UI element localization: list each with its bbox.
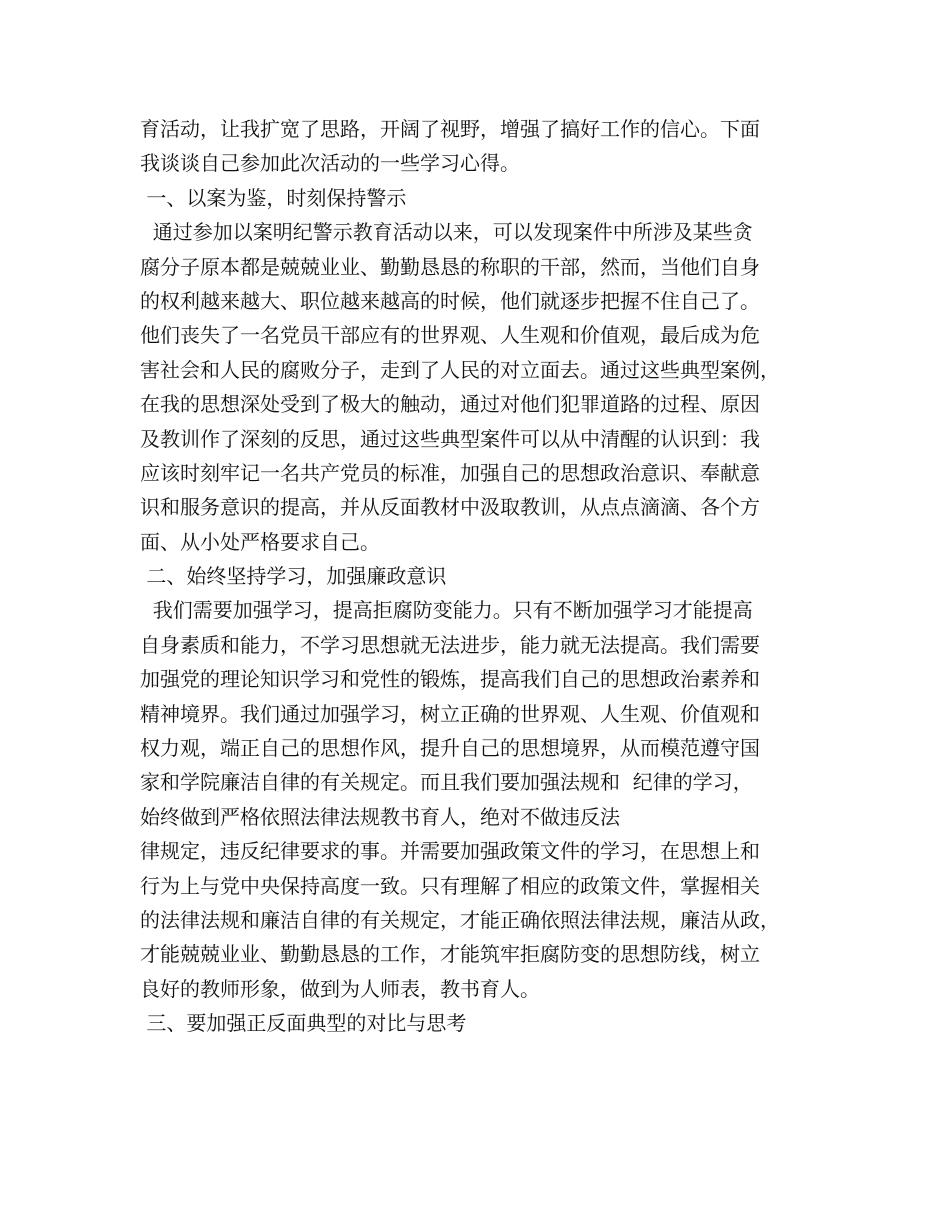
text-line: 他们丧失了一名党员干部应有的世界观、人生观和价值观，最后成为危 bbox=[140, 323, 760, 348]
text-line: 我们需要加强学习，提高拒腐防变能力。只有不断加强学习才能提高 bbox=[140, 598, 753, 623]
text-line: 自身素质和能力，不学习思想就无法进步，能力就无法提高。我们需要 bbox=[140, 632, 760, 657]
text-line: 始终做到严格依照法律法规教书育人，绝对不做违反法 bbox=[140, 804, 620, 829]
text-line: 育活动，让我扩宽了思路，开阔了视野，增强了搞好工作的信心。下面 bbox=[140, 117, 760, 141]
section-heading: 三、要加强正反面典型的对比与思考 bbox=[140, 1011, 467, 1036]
text-line: 的法律法规和廉洁自律的有关规定，才能正确依照法律法规，廉洁从政， bbox=[140, 907, 780, 932]
text-line: 加强党的理论知识学习和党性的锻炼，提高我们自己的思想政治素养和 bbox=[140, 667, 760, 692]
section-heading: 一、以案为鉴，时刻保持警示 bbox=[140, 185, 407, 210]
text-line: 识和服务意识的提高，并从反面教材中汲取教训，从点点滴滴、各个方 bbox=[140, 495, 760, 520]
text-line: 精神境界。我们通过加强学习，树立正确的世界观、人生观、价值观和 bbox=[140, 701, 760, 726]
text-line: 良好的教师形象，做到为人师表，教书育人。 bbox=[140, 976, 540, 1001]
text-line: 及教训作了深刻的反思，通过这些典型案件可以从中清醒的认识到：我 bbox=[140, 426, 760, 451]
document-body bbox=[140, 112, 830, 1041]
text-line: 害社会和人民的腐败分子，走到了人民的对立面去。通过这些典型案例， bbox=[140, 357, 780, 382]
text-line: 权力观，端正自己的思想作风，提升自己的思想境界，从而模范遵守国 bbox=[140, 736, 760, 761]
text-line: 我谈谈自己参加此次活动的一些学习心得。 bbox=[140, 151, 520, 176]
text-line: 行为上与党中央保持高度一致。只有理解了相应的政策文件，掌握相关 bbox=[140, 873, 760, 898]
text-line: 的权利越来越大、职位越来越高的时候，他们就逐步把握不住自己了。 bbox=[140, 288, 760, 313]
text-line: 家和学院廉洁自律的有关规定。而且我们要加强法规和 纪律的学习， bbox=[140, 770, 753, 795]
text-line: 腐分子原本都是兢兢业业、勤勤恳恳的称职的干部，然而，当他们自身 bbox=[140, 254, 760, 279]
text-line: 在我的思想深处受到了极大的触动，通过对他们犯罪道路的过程、原因 bbox=[140, 392, 760, 417]
section-heading: 二、始终坚持学习，加强廉政意识 bbox=[140, 564, 447, 589]
text-line: 律规定，违反纪律要求的事。并需要加强政策文件的学习，在思想上和 bbox=[140, 839, 760, 864]
text-line: 面、从小处严格要求自己。 bbox=[140, 529, 380, 554]
text-line: 通过参加以案明纪警示教育活动以来，可以发现案件中所涉及某些贪 bbox=[140, 220, 753, 245]
text-line: 应该时刻牢记一名共产党员的标准，加强自己的思想政治意识、奉献意 bbox=[140, 460, 760, 485]
text-line: 才能兢兢业业、勤勤恳恳的工作，才能筑牢拒腐防变的思想防线，树立 bbox=[140, 942, 760, 967]
